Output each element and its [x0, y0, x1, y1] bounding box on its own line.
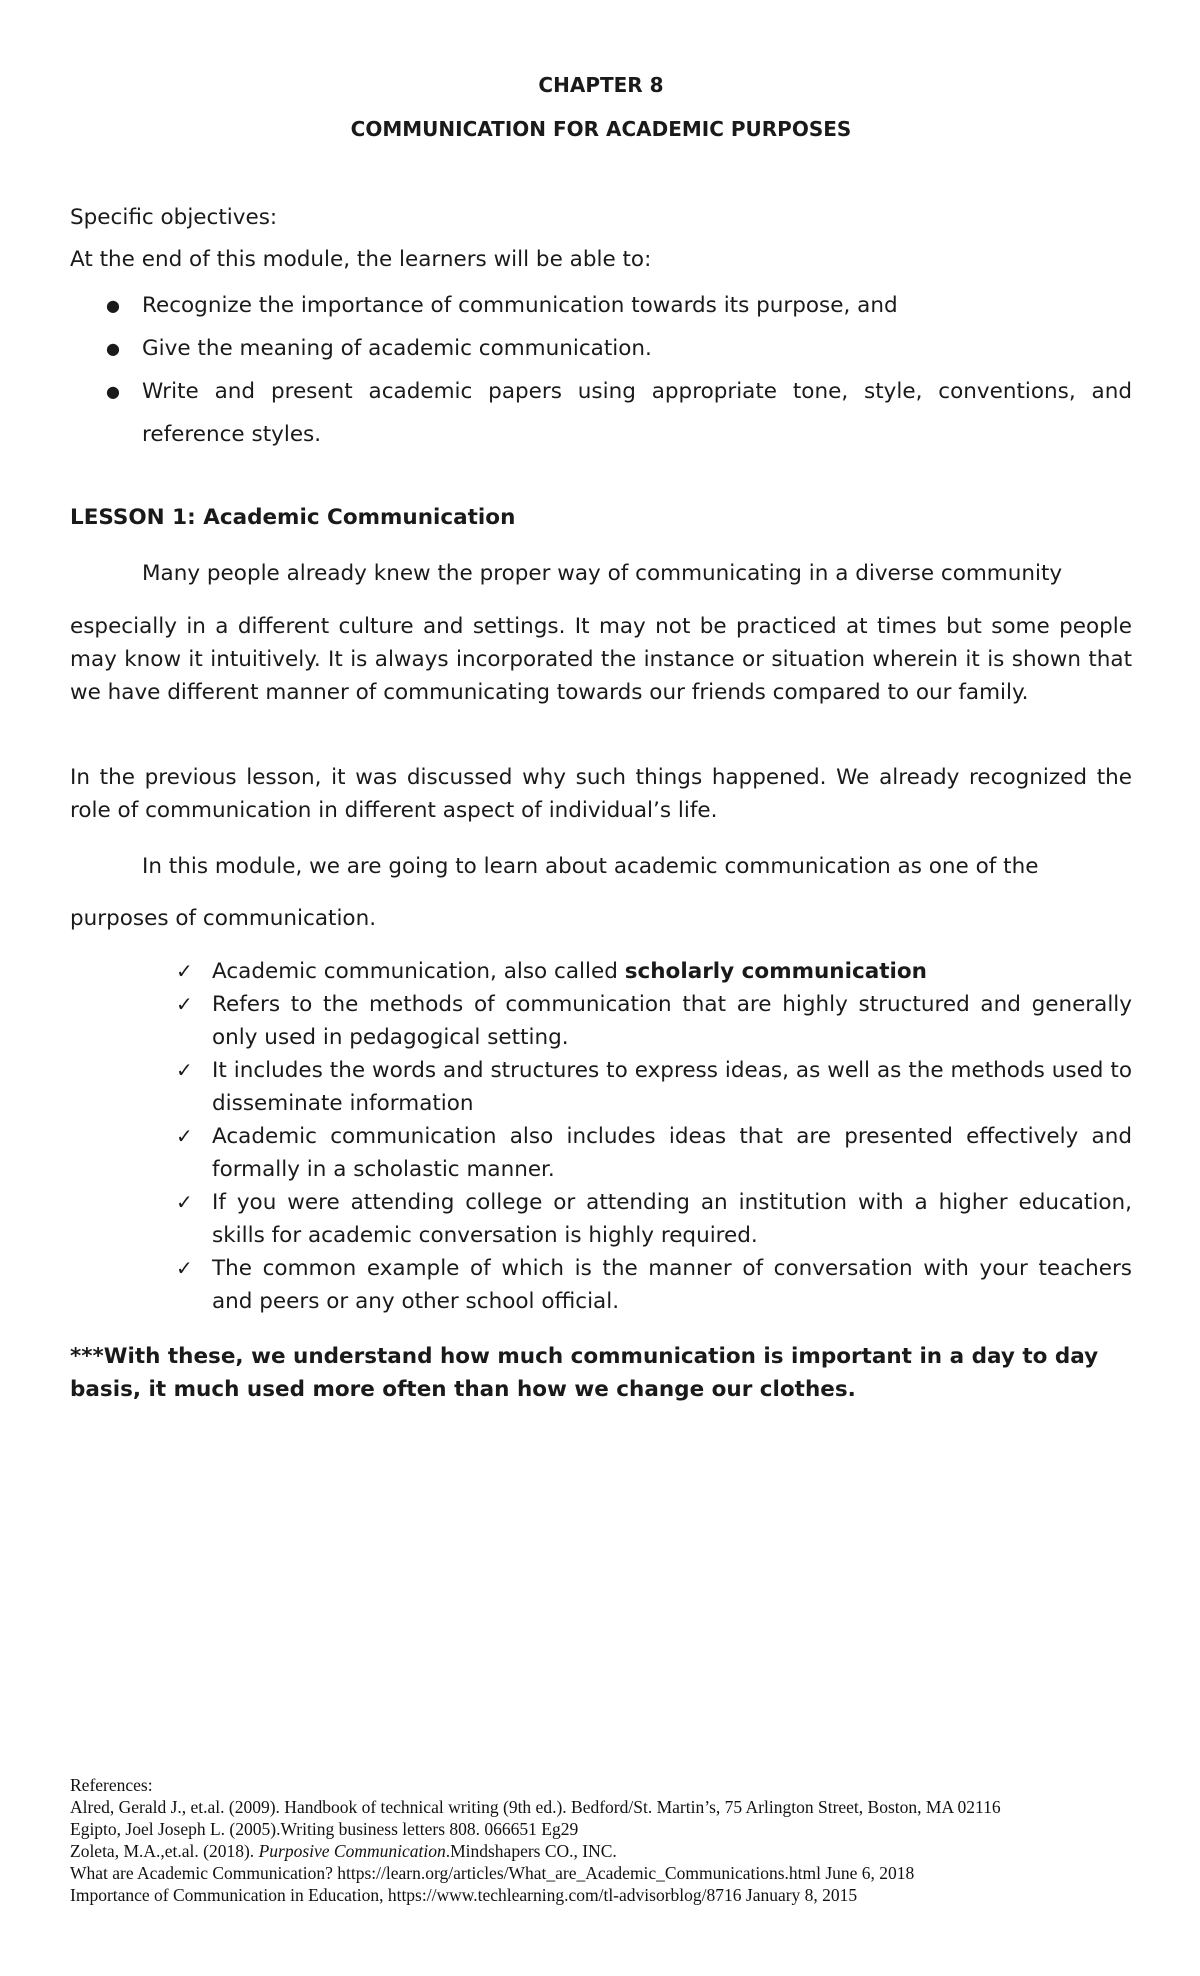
reference-entry: Egipto, Joel Joseph L. (2005).Writing business letters 808. 066651 Eg29 [70, 1819, 579, 1839]
checklist-text: Academic communication also includes ideas that are presented effectively and formally in a scholastic manner. [212, 1124, 1132, 1182]
lesson-paragraph-3: purposes of communication. [70, 906, 377, 931]
lesson-paragraph-3-first-line: In this module, we are going to learn about academic communication as one of the [142, 854, 1039, 879]
checkmark-icon: ✓ [176, 959, 193, 983]
bullet-icon: ● [106, 296, 120, 315]
checklist-item [176, 988, 1132, 1054]
objective-text: Recognize the importance of communication towards its purpose, and [142, 293, 898, 318]
reference-entry: Alred, Gerald J., et.al. (2009). Handbook of technical writing (9th ed.). Bedford/St. Martin’s, 75 Arlington Street, Boston, MA 02116 [70, 1797, 1001, 1817]
objective-text: Write and present academic papers using appropriate tone, style, conventions, and reference styles. [142, 379, 1132, 447]
checklist-text: If you were attending college or attending an institution with a higher education, skills for academic conversation is highly required. [212, 1190, 1132, 1248]
objective-item [70, 370, 1132, 456]
lesson-paragraph-1-first-line: Many people already knew the proper way of communicating in a diverse community [142, 561, 1063, 586]
chapter-title: COMMUNICATION FOR ACADEMIC PURPOSES [350, 117, 852, 141]
document-page [70, 0, 1132, 1976]
reference-entry [70, 1840, 1132, 1862]
checkmark-icon: ✓ [176, 992, 193, 1016]
objectives-heading: Specific objectives: [70, 205, 278, 230]
reference-text: Zoleta, M.A.,et.al. (2018). [70, 1841, 259, 1861]
checklist-text: It includes the words and structures to express ideas, as well as the methods used to disseminate information [212, 1058, 1132, 1116]
bullet-icon: ● [106, 382, 120, 401]
closing-statement: ***With these, we understand how much communication is important in a day to day basis, it much used more often than how we change our clothes. [70, 1344, 1099, 1402]
objectives-list [70, 284, 1132, 456]
scholarly-communication-term: scholarly communication [624, 959, 927, 984]
lesson-paragraph-2: In the previous lesson, it was discussed why such things happened. We already recognized the role of communication in different aspect of individual’s life. [70, 765, 1132, 823]
checklist-item [176, 1252, 1132, 1318]
reference-book-title: Purposive Communication [258, 1841, 446, 1861]
objective-item [70, 284, 1132, 327]
key-points-checklist [176, 955, 1132, 1318]
checkmark-icon: ✓ [176, 1190, 193, 1214]
reference-entry: What are Academic Communication? https://learn.org/articles/What_are_Academic_Communications.html June 6, 2018 [70, 1863, 915, 1883]
lesson-heading: LESSON 1: Academic Communication [70, 505, 516, 530]
lesson-paragraph-1: especially in a different culture and settings. It may not be practiced at times but some people may know it intuitively. It is always incorporated the instance or situation wherein it is shown that we have different manner of communicating towards our friends compared to our family. [70, 614, 1132, 705]
reference-entry: Importance of Communication in Education, https://www.techlearning.com/tl-advisorblog/8716 January 8, 2015 [70, 1885, 858, 1905]
chapter-number: CHAPTER 8 [538, 73, 664, 97]
checkmark-icon: ✓ [176, 1124, 193, 1148]
checklist-item [176, 1120, 1132, 1186]
reference-text: .Mindshapers CO., INC. [445, 1841, 617, 1861]
checklist-text: Refers to the methods of communication that are highly structured and generally only used in pedagogical setting. [212, 992, 1132, 1050]
checklist-item [176, 1054, 1132, 1120]
references-section [70, 1774, 1132, 1906]
objective-item [70, 327, 1132, 370]
checklist-item [176, 1186, 1132, 1252]
checklist-text: The common example of which is the manner of conversation with your teachers and peers or any other school official. [212, 1256, 1132, 1314]
objective-text: Give the meaning of academic communication. [142, 336, 652, 361]
checkmark-icon: ✓ [176, 1058, 193, 1082]
bullet-icon: ● [106, 339, 120, 358]
objectives-intro: At the end of this module, the learners will be able to: [70, 247, 652, 272]
checklist-text: Academic communication, also called [212, 959, 625, 984]
checkmark-icon: ✓ [176, 1256, 193, 1280]
checklist-item [176, 955, 1132, 988]
references-heading: References: [70, 1775, 153, 1795]
